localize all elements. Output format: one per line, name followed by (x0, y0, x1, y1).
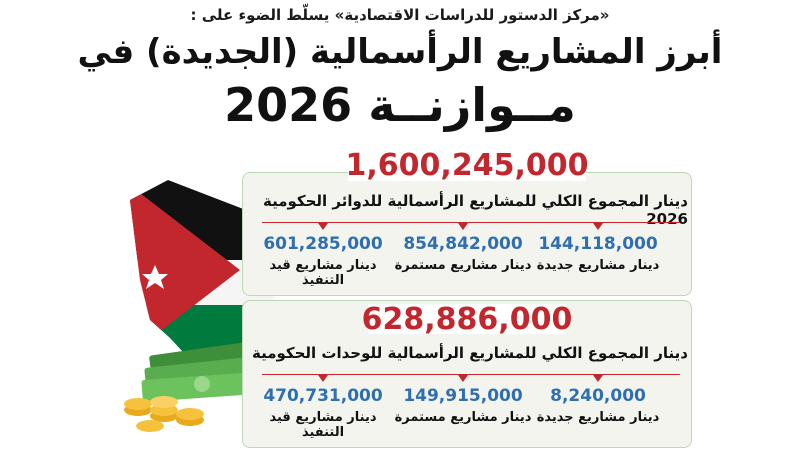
headline-line-2: مــوازنــة 2026 (224, 78, 576, 132)
pointer-marker (458, 375, 468, 382)
label: دينار مشاريع جديدة (536, 410, 660, 425)
units-ongoing-projects (393, 386, 533, 425)
units-total: 628,886,000 (361, 302, 573, 337)
value: 601,285,000 (263, 234, 383, 254)
gold-coins-icon (124, 396, 204, 432)
label: دينار مشاريع قيد التنفيذ (269, 410, 377, 440)
value: 8,240,000 (550, 386, 646, 406)
ministries-in-progress-projects (253, 234, 393, 288)
label: دينار مشاريع مستمرة (394, 258, 532, 273)
ministries-ongoing-projects (393, 234, 533, 273)
units-new-projects (528, 386, 668, 425)
value: 144,118,000 (538, 234, 658, 254)
ministries-description: دينار المجموع الكلي للمشاريع الرأسمالية للدوائر الحكومية 2026 (262, 192, 688, 228)
pointer-marker (318, 223, 328, 230)
label: دينار مشاريع جديدة (536, 258, 660, 273)
label: دينار مشاريع قيد التنفيذ (269, 258, 377, 288)
source-subtitle: «مركز الدستور للدراسات الاقتصادية» يسلّط الضوء على : (190, 6, 610, 24)
units-description: دينار المجموع الكلي للمشاريع الرأسمالية للوحدات الحكومية (251, 344, 688, 362)
pointer-marker (593, 375, 603, 382)
headline-line-1: أبرز المشاريع الرأسمالية (الجديدة) في (77, 32, 723, 72)
value: 470,731,000 (263, 386, 383, 406)
pointer-marker (458, 223, 468, 230)
ministries-new-projects (528, 234, 668, 273)
label: دينار مشاريع مستمرة (394, 410, 532, 425)
ministries-total: 1,600,245,000 (345, 148, 589, 183)
value: 854,842,000 (403, 234, 523, 254)
units-in-progress-projects (253, 386, 393, 440)
pointer-marker (318, 375, 328, 382)
pointer-marker (593, 223, 603, 230)
value: 149,915,000 (403, 386, 523, 406)
